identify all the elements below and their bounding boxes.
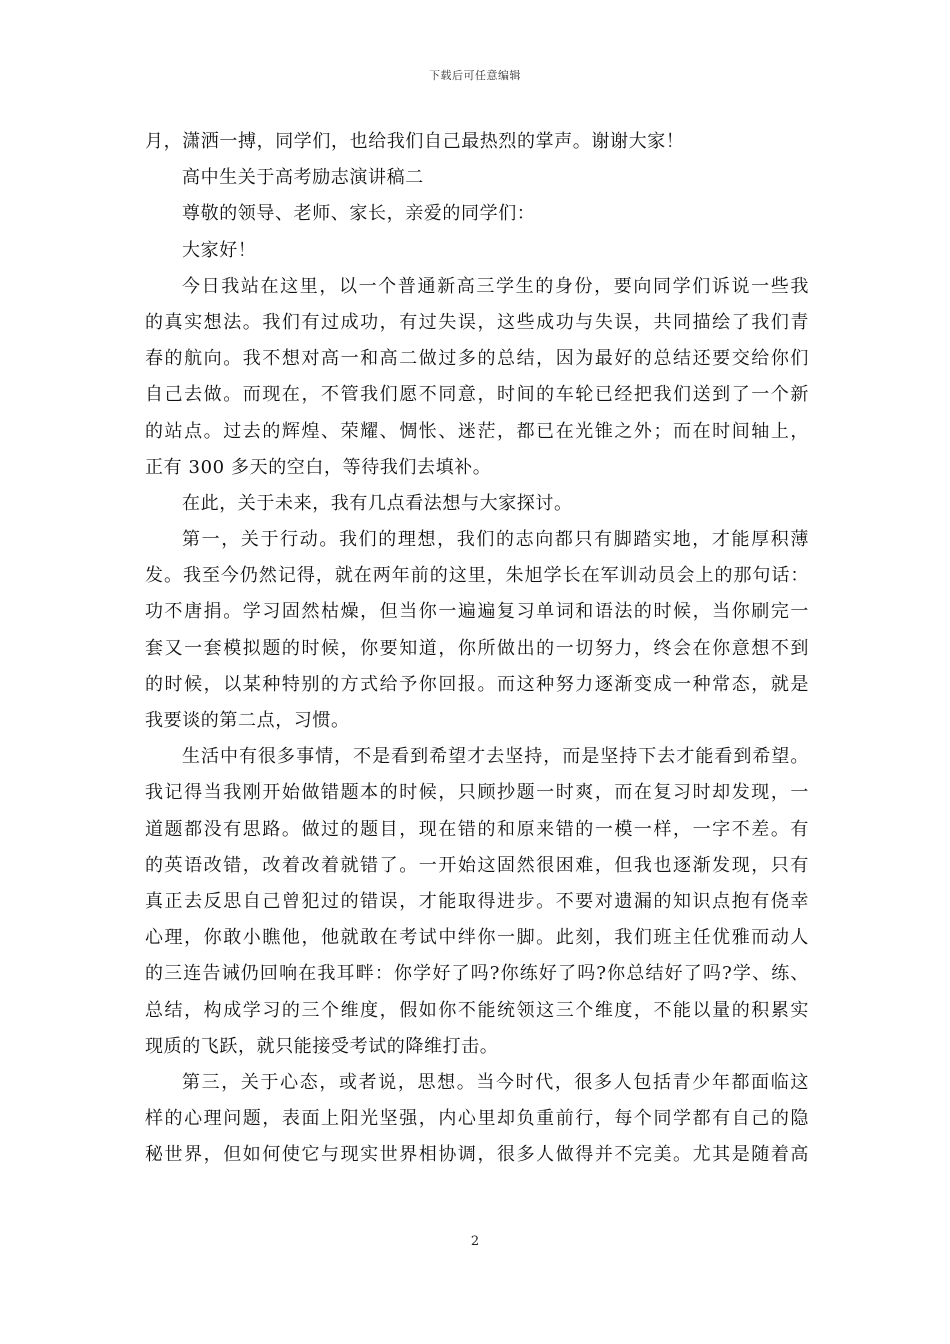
body-line: 功不唐捐。学习固然枯燥，但当你一遍遍复习单词和语法的时候，当你刷完一	[145, 601, 809, 623]
body-line: 春的航向。我不想对高一和高二做过多的总结，因为最好的总结还要交给你们	[145, 348, 809, 370]
body-line: 总结，构成学习的三个维度，假如你不能统领这三个维度，不能以量的积累实	[145, 999, 809, 1021]
body-line: 我记得当我刚开始做错题本的时候，只顾抄题一时爽，而在复习时却发现，一	[145, 782, 809, 804]
body-line: 样的心理问题，表面上阳光坚强，内心里却负重前行，每个同学都有自己的隐	[145, 1108, 809, 1130]
section-title: 高中生关于高考励志演讲稿二	[182, 167, 424, 189]
body-line: 套又一套模拟题的时候，你要知道，你所做出的一切努力，终会在你意想不到	[145, 637, 809, 659]
body-line: 今日我站在这里，以一个普通新高三学生的身份，要向同学们诉说一些我	[182, 275, 809, 297]
document-body	[145, 124, 809, 1173]
body-line: 的真实想法。我们有过成功，有过失误，这些成功与失误，共同描绘了我们青	[145, 311, 809, 333]
page-header: 下载后可任意编辑	[429, 69, 521, 82]
body-line: 发。我至今仍然记得，就在两年前的这里，朱旭学长在军训动员会上的那句话：	[145, 565, 809, 587]
body-line: 心理，你敢小瞧他，他就敢在考试中绊你一脚。此刻，我们班主任优雅而动人	[145, 927, 809, 949]
body-line: 月，潇洒一搏，同学们，也给我们自己最热烈的掌声。谢谢大家！	[145, 131, 685, 152]
body-line: 自己去做。而现在，不管我们愿不同意，时间的车轮已经把我们送到了一个新	[145, 384, 809, 406]
body-line: 生活中有很多事情，不是看到希望才去坚持，而是坚持下去才能看到希望。	[182, 746, 809, 768]
page-number: 2	[470, 1234, 480, 1249]
body-line: 的英语改错，改着改着就错了。一开始这固然很困难，但我也逐渐发现，只有	[145, 854, 809, 876]
body-line: 的站点。过去的辉煌、荣耀、惆怅、迷茫，都已在光锥之外；而在时间轴上，	[145, 420, 809, 442]
body-line: 的时候，以某种特别的方式给予你回报。而这种努力逐渐变成一种常态，就是	[145, 673, 809, 695]
greeting: 大家好！	[182, 239, 257, 261]
body-line: 真正去反思自己曾犯过的错误，才能取得进步。不要对遗漏的知识点抱有侥幸	[145, 890, 809, 912]
body-line: 我要谈的第二点，习惯。	[145, 710, 350, 731]
body-line: 秘世界，但如何使它与现实世界相协调，很多人做得并不完美。尤其是随着高	[145, 1144, 809, 1166]
body-line: 现质的飞跃，就只能接受考试的降维打击。	[145, 1035, 499, 1057]
body-line: 正有 300 多天的空白，等待我们去填补。	[145, 456, 492, 478]
body-line: 道题都没有思路。做过的题目，现在错的和原来错的一模一样，一字不差。有	[145, 818, 809, 840]
salutation: 尊敬的领导、老师、家长，亲爱的同学们：	[182, 203, 536, 225]
body-line: 在此，关于未来，我有几点看法想与大家探讨。	[182, 492, 573, 514]
body-line: 第三，关于心态，或者说，思想。当今时代，很多人包括青少年都面临这	[182, 1071, 809, 1093]
body-line: 的三连告诫仍回响在我耳畔：你学好了吗?你练好了吗?你总结好了吗?学、练、	[145, 963, 809, 985]
body-line: 第一，关于行动。我们的理想，我们的志向都只有脚踏实地，才能厚积薄	[182, 529, 809, 551]
